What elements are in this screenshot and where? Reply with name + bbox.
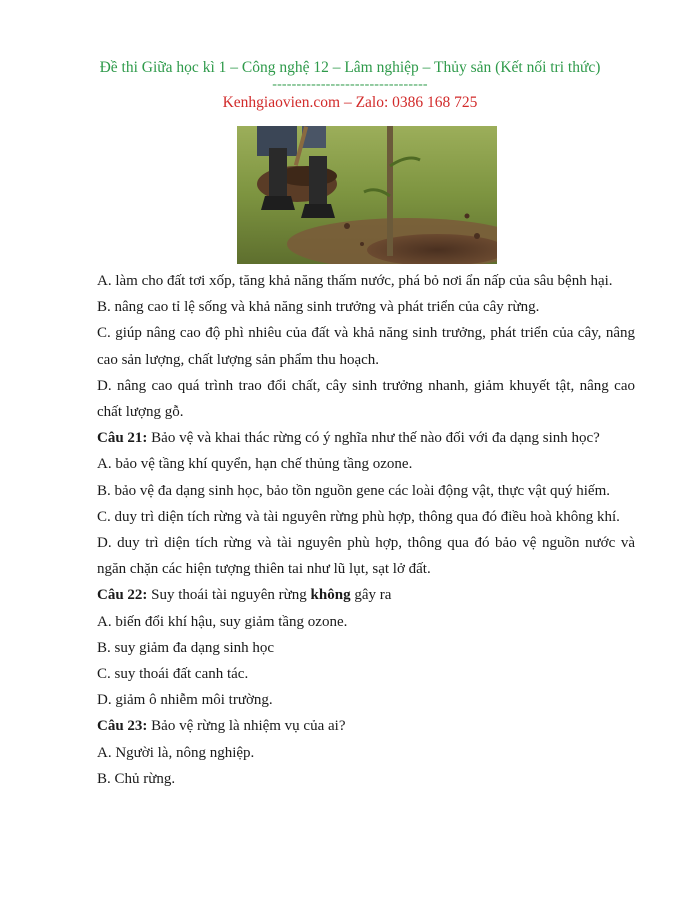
q21-option-a: A. bảo vệ tầng khí quyển, hạn chế thủng tầng ozone. — [97, 456, 413, 473]
planting-photo — [237, 126, 497, 264]
title-divider: -------------------------------- — [272, 77, 428, 92]
question-content — [97, 268, 635, 792]
q23-option-a: A. Người là, nông nghiệp. — [97, 744, 255, 761]
q22-label: Câu 22: — [97, 587, 148, 604]
q21-option-b: B. bảo vệ đa dạng sinh học, bảo tồn nguồn gene các loài động vật, thực vật quý hiếm. — [97, 482, 611, 499]
q20-option-a: A. làm cho đất tơi xốp, tăng khả năng thấm nước, phá bỏ nơi ẩn nấp của sâu bệnh hại. — [97, 273, 613, 289]
q22-emphasis: không — [310, 587, 351, 604]
planting-tree-illustration — [237, 126, 497, 264]
site-contact: Kenhgiaovien.com – Zalo: 0386 168 725 — [222, 94, 478, 111]
q21-option-c: C. duy trì diện tích rừng và tài nguyên rừng phù hợp, thông qua đó điều hoà không khí. — [97, 508, 620, 525]
q23-label: Câu 23: — [97, 718, 148, 735]
exam-title: Đề thi Giữa học kì 1 – Công nghệ 12 – Lâm nghiệp – Thủy sản (Kết nối tri thức) — [99, 59, 601, 76]
q20-option-d: D. nâng cao quá trình trao đổi chất, cây sinh trưởng nhanh, giảm khuyết tật, nâng cao chất lượng gỗ. — [97, 377, 635, 421]
q22-text-before: Suy thoái tài nguyên rừng — [147, 587, 311, 604]
q22-stem — [97, 582, 635, 608]
q23-text: Bảo vệ rừng là nhiệm vụ của ai? — [147, 718, 346, 735]
q22-option-c: C. suy thoái đất canh tác. — [97, 666, 249, 683]
q21-label: Câu 21: — [97, 430, 148, 447]
q20-option-c: C. giúp nâng cao độ phì nhiêu của đất và khả năng sinh trưởng, phát triển của cây, nâng cao sản lượng, chất lượng sản phẩm thu hoạch. — [97, 325, 635, 368]
q20-option-b: B. nâng cao tỉ lệ sống và khả năng sinh trưởng và phát triển của cây rừng. — [97, 299, 540, 316]
q21-option-d: D. duy trì diện tích rừng và tài nguyên phù hợp, thông qua đó bảo vệ nguồn nước và ngăn chặn các hiện tượng thiên tai như lũ lụt, sạt lở đất. — [97, 535, 635, 578]
q21-stem — [97, 425, 635, 451]
document-header — [0, 58, 700, 114]
q22-option-a: A. biến đổi khí hậu, suy giảm tầng ozone. — [97, 613, 348, 630]
q23-stem — [97, 713, 635, 739]
q22-option-d: D. giảm ô nhiễm môi trường. — [97, 692, 273, 709]
q21-text: Bảo vệ và khai thác rừng có ý nghĩa như thế nào đối với đa dạng sinh học? — [147, 430, 600, 447]
q23-option-b: B. Chủ rừng. — [97, 770, 176, 787]
q22-option-b: B. suy giảm đa dạng sinh học — [97, 639, 275, 656]
q22-text-after: gây ra — [350, 587, 392, 604]
